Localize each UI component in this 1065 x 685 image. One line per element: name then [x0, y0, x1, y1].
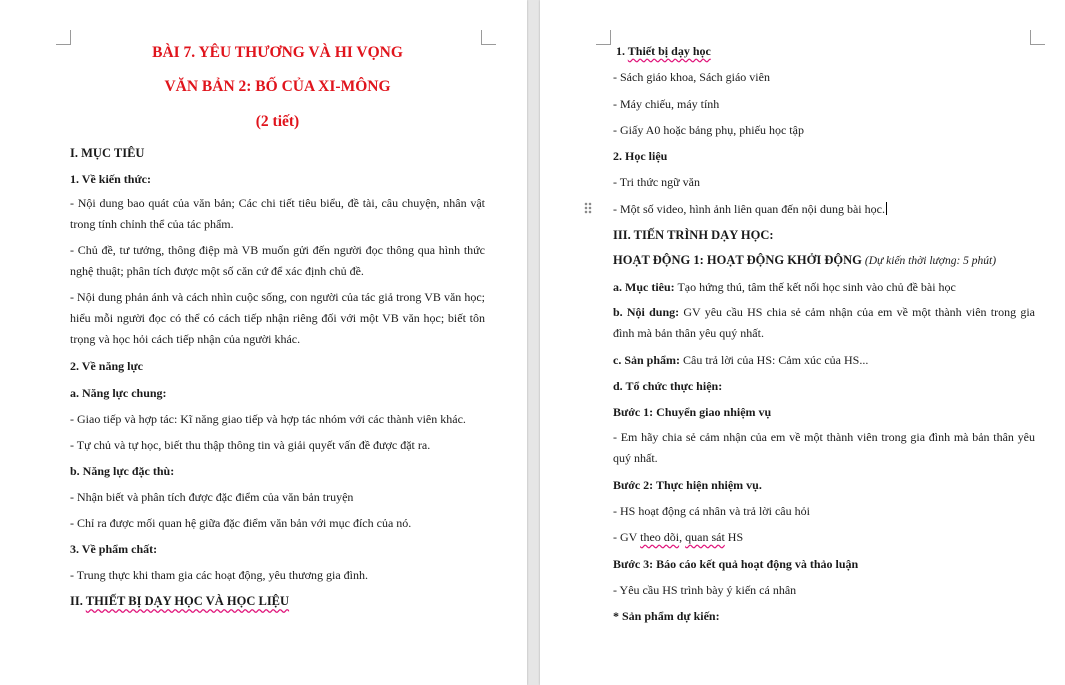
heading-number: 1. [616, 44, 628, 58]
spellcheck-underlined-text[interactable]: quan sát [685, 530, 725, 544]
spellcheck-underlined-text[interactable]: Thiết bị dạy học [627, 44, 711, 58]
text-title: VĂN BẢN 2: BỐ CỦA XI-MÔNG [164, 78, 391, 95]
step-heading: Bước 2: Thực hiện nhiệm vụ. [613, 478, 762, 492]
label: a. Mục tiêu: [613, 280, 675, 294]
paragraph-text: - GV [613, 530, 641, 544]
paragraph [613, 529, 1035, 545]
step-heading: Bước 3: Báo cáo kết quả hoạt động và thảo luận [613, 557, 859, 571]
paragraph [613, 302, 1035, 344]
paragraph: - Nội dung bao quát của văn bản; Các chi tiết tiêu biểu, đề tài, câu chuyện, nhân vật trong tính chỉnh thể của tác phẩm. [70, 196, 485, 231]
period-count: (2 tiết) [255, 113, 300, 130]
label: c. Sản phẩm: [613, 353, 681, 367]
subsection-heading: a. Năng lực chung: [70, 386, 167, 400]
document-page-left[interactable] [0, 0, 527, 685]
paragraph-text: Tạo hứng thú, tâm thế kết nối học sinh vào chủ đề bài học [674, 280, 956, 294]
activity-duration: (Dự kiến thời lượng: 5 phút) [864, 255, 997, 267]
paragraph: - Tri thức ngữ văn [613, 175, 701, 189]
paragraph-text: GV yêu cầu HS chia sẻ cảm nhận của em về một thành viên trong gia đình mà bản thân yêu quý nhất. [613, 305, 1035, 340]
section-heading: I. MỤC TIÊU [70, 146, 145, 160]
paragraph: - Trung thực khi tham gia các hoạt động, yêu thương gia đình. [70, 568, 368, 582]
subsection-heading: 2. Về năng lực [70, 359, 143, 373]
paragraph: - Giao tiếp và hợp tác: Kĩ năng giao tiếp và hợp tác nhóm với các thành viên khác. [70, 412, 466, 426]
paragraph [613, 352, 1035, 368]
paragraph-text: HS [724, 530, 744, 544]
subsection-heading: 1. Về kiến thức: [70, 172, 151, 186]
paragraph: - Em hãy chia sẻ cảm nhận của em về một thành viên trong gia đình mà bản thân yêu quý nhất. [613, 430, 1035, 465]
crop-mark-icon [481, 30, 496, 45]
spellcheck-underlined-text[interactable]: THIẾT BỊ DẠY HỌC VÀ HỌC LIỆU [85, 594, 290, 608]
section-number: II. [70, 594, 86, 608]
paragraph: - Tự chủ và tự học, biết thu thập thông tin và giải quyết vấn đề được đặt ra. [70, 438, 431, 452]
text-cursor-icon [886, 202, 888, 215]
document-page-right[interactable] [540, 0, 1065, 685]
section-heading: III. TIẾN TRÌNH DẠY HỌC: [613, 228, 774, 242]
subsection-heading: 2. Học liệu [613, 149, 668, 163]
paragraph: - Máy chiếu, máy tính [613, 97, 720, 111]
subsection-heading: b. Năng lực đặc thù: [70, 464, 175, 478]
crop-mark-icon [596, 30, 611, 45]
subsection-heading: d. Tổ chức thực hiện: [613, 379, 723, 393]
activity-heading [613, 252, 1035, 269]
paragraph [613, 279, 1035, 295]
spellcheck-underlined-text[interactable]: theo dõi [640, 530, 680, 544]
step-heading: Bước 1: Chuyển giao nhiệm vụ [613, 405, 772, 419]
paragraph-text: Câu trả lời của HS: Cảm xúc của HS... [680, 353, 869, 367]
subsection-heading: * Sản phẩm dự kiến: [613, 609, 720, 623]
subsection-heading: 3. Về phẩm chất: [70, 542, 158, 556]
paragraph: - Giấy A0 hoặc bảng phụ, phiếu học tập [613, 123, 804, 137]
paragraph-text: - Một số video, hình ảnh liên quan đến nội dung bài học. [613, 202, 885, 216]
subsection-heading [616, 43, 1035, 59]
paragraph[interactable] [613, 201, 1035, 217]
paragraph: - Nội dung phản ánh và cách nhìn cuộc sống, con người của tác giả trong VB văn học; hiểu mỗi người đọc có thể có cách tiếp nhận riêng đối với một VB văn học; biết tôn trọng và học hỏi cách tiếp nhận của người khác. [70, 290, 485, 346]
paragraph: - Yêu cầu HS trình bày ý kiến cá nhân [613, 583, 797, 597]
paragraph-text: , [679, 530, 686, 544]
paragraph: - Chỉ ra được mối quan hệ giữa đặc điểm văn bản với mục đích của nó. [70, 516, 412, 530]
paragraph: - Nhận biết và phân tích được đặc điểm của văn bản truyện [70, 490, 354, 504]
drag-handle-icon[interactable] [584, 202, 592, 214]
lesson-title: BÀI 7. YÊU THƯƠNG VÀ HI VỌNG [152, 44, 403, 61]
section-heading [70, 593, 485, 609]
paragraph: - Chủ đề, tư tưởng, thông điệp mà VB muốn gửi đến người đọc thông qua hình thức nghệ thuật; phân tích được một số căn cứ để xác định chủ đề. [70, 243, 485, 278]
label: b. Nội dung: [613, 305, 680, 319]
paragraph: - HS hoạt động cá nhân và trả lời câu hỏi [613, 504, 810, 518]
crop-mark-icon [56, 30, 71, 45]
activity-title: HOẠT ĐỘNG 1: HOẠT ĐỘNG KHỞI ĐỘNG [613, 253, 862, 267]
paragraph: - Sách giáo khoa, Sách giáo viên [613, 70, 770, 84]
